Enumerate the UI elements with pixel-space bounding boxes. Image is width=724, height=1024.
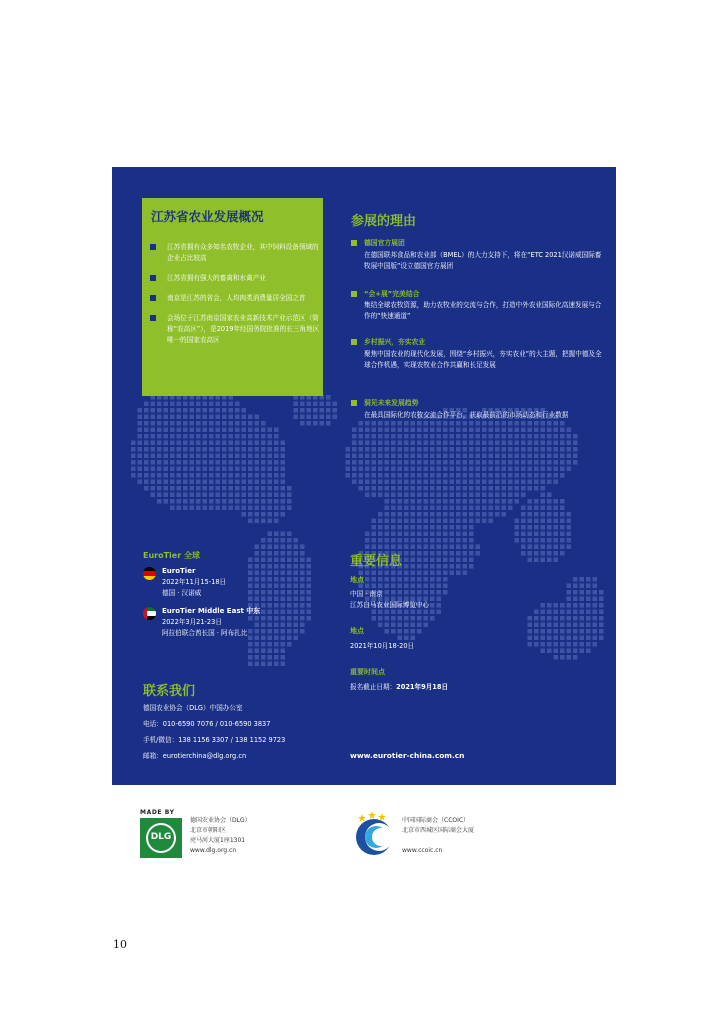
dlg-logo-text: DLG: [150, 832, 172, 842]
bullet-icon: [150, 275, 156, 281]
important-info-title: 重要信息: [350, 554, 403, 569]
overview-item: 江苏省拥有众多知名农牧企业，其中饲料设备领域的企业占比较高: [150, 242, 320, 264]
reason-bullet-icon: [351, 339, 357, 345]
deadline-value: 2021年9月18日: [396, 683, 449, 691]
eurotier-global-title: EuroTier 全球: [143, 551, 200, 560]
event-place: 阿拉伯联合酋长国 · 阿布扎比: [162, 629, 248, 637]
reason-title: 洞见未来发展趋势: [364, 399, 419, 407]
date-value: 2021年10月18-20日: [350, 642, 415, 650]
overview-title: 江苏省农业发展概况: [151, 209, 264, 224]
website-link[interactable]: www.eurotier-china.com.cn: [350, 751, 465, 760]
overview-list: [150, 242, 320, 355]
ccoic-logo: [350, 810, 398, 858]
bullet-icon: [150, 295, 156, 301]
event-date: 2022年11月15-18日: [162, 578, 227, 586]
ccoic-address: 中国国际商会（CCOIC） 北京市西城区国际商会大厦 www.ccoic.cn: [402, 817, 475, 854]
deadline-label: 重要时间点: [350, 668, 385, 676]
reason-title: 乡村振兴，夯实农业: [364, 338, 426, 346]
overview-item: 会场位于江苏南京国家农业高新技术产业示范区（简称“农高区”），是2019年经国务院批准的长三角地区唯一的国家农高区: [150, 313, 320, 346]
date-label: 地点: [350, 627, 364, 635]
event-date: 2022年3月21-23日: [162, 618, 222, 626]
jiangsu-overview-box: [142, 198, 323, 396]
brochure-panel: [112, 167, 616, 785]
uae-flag-icon: [143, 607, 156, 620]
reason-bullet-icon: [351, 291, 357, 297]
bullet-icon: [150, 315, 156, 321]
reason-title: “会+展”完美结合: [364, 290, 420, 298]
event-place: 德国 · 汉诺威: [162, 589, 202, 597]
contact-email[interactable]: 邮箱：eurotierchina@dlg.org.cn: [143, 752, 247, 760]
dlg-logo: [140, 818, 182, 858]
reason-bullet-icon: [351, 240, 357, 246]
reason-bullet-icon: [351, 400, 357, 406]
contact-org: 德国农业协会（DLG）中国办公室: [143, 704, 243, 712]
location-label: 地点: [350, 576, 364, 584]
overview-item: 南京是江苏的省会，人均肉类消费量居全国之首: [150, 293, 320, 304]
dlg-address: 德国农业协会（DLG） 北京市朝阳区 亮马河大厦1座1301 www.dlg.org.cn: [190, 817, 251, 854]
page-number: 10: [113, 938, 127, 951]
made-by-label: MADE BY: [140, 809, 175, 816]
germany-flag-icon: [143, 567, 156, 580]
reason-text: 在德国联邦食品和农业部（BMEL）的大力支持下，将在“ETC 2021汉诺威国际畜牧展中国版”设立德国官方展团: [364, 251, 602, 270]
location-venue: 江苏白马农业国际博览中心: [350, 601, 430, 609]
reason-text: 在最具国际化的农牧交流合作平台，获取最前沿的市场动态和行业数据: [364, 411, 569, 419]
contact-mobile: 手机/微信：138 1156 3307 / 138 1152 9723: [143, 736, 286, 744]
contact-title: 联系我们: [143, 684, 196, 699]
event-name: EuroTier: [162, 567, 196, 575]
location-city: 中国 · 南京: [350, 590, 383, 598]
bullet-icon: [150, 244, 156, 250]
contact-phone: 电话：010-6590 7076 / 010-6590 3837: [143, 720, 271, 728]
reasons-title: 参展的理由: [351, 214, 417, 229]
reason-text: 集结全球农牧资源，助力农牧业的交流与合作，打造中外农业国际化高速发展与合作的“快速通道”: [364, 301, 602, 320]
overview-item: 江苏省拥有强大的畜禽和水禽产业: [150, 273, 320, 284]
reason-text: 聚焦中国农业的现代化发展，围绕“乡村振兴，夯实农业”的大主题，把握中德及全球合作机遇，实现农牧业合作共赢和长足发展: [364, 350, 602, 369]
reason-title: 德国官方展团: [364, 239, 405, 247]
deadline-line: 报名截止日期：2021年9月18日: [350, 683, 449, 691]
event-name: EuroTier Middle East 中东: [162, 607, 261, 615]
